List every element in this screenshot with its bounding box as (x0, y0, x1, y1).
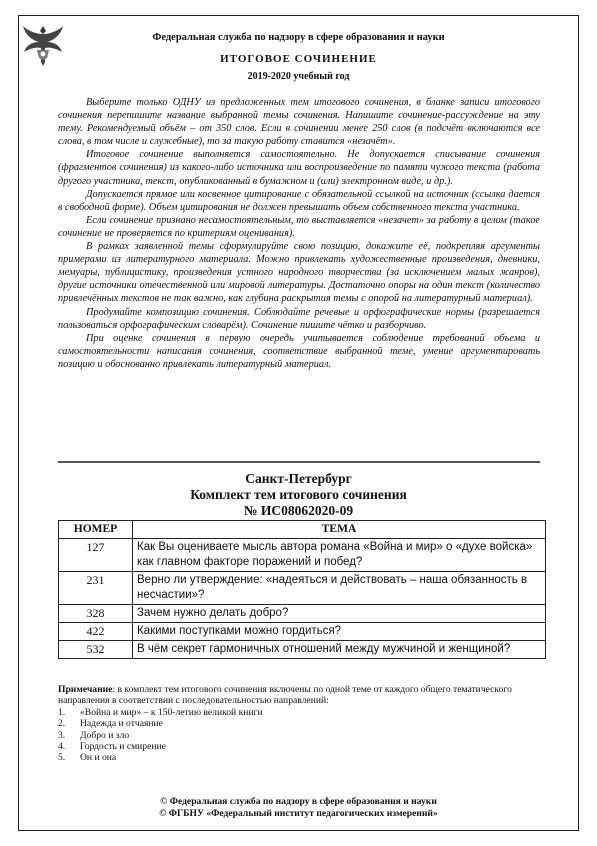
topic-number: 231 (59, 572, 133, 605)
city-heading: Санкт-Петербург (245, 471, 352, 486)
set-title: Комплект тем итогового сочинения (190, 487, 407, 502)
list-item-text: Добро и зло (80, 729, 130, 741)
topic-text: Какими поступками можно гордиться? (133, 623, 546, 641)
topic-number: 422 (59, 623, 133, 641)
list-item-text: «Война и мир» – к 150-летию великой книги (80, 706, 263, 718)
topic-text: В чём секрет гармоничных отношений между мужчиной и женщиной? (133, 641, 546, 659)
list-item-number: 3. (58, 729, 66, 741)
topic-text: Зачем нужно делать добро? (133, 605, 546, 623)
table-row (59, 539, 546, 572)
topic-text: Как Вы оцениваете мысль автора романа «Война и мир» о «духе войска» как главном факторе поражений и побед? (133, 539, 546, 572)
list-item-number: 5. (58, 752, 66, 764)
list-item-text: Он и она (80, 752, 117, 764)
divider (58, 461, 540, 463)
list-item-number: 1. (58, 706, 66, 718)
note-block (58, 684, 548, 764)
list-item (58, 752, 548, 763)
footer-copyright-1: © Федеральная служба по надзору в сфере образования и науки (160, 796, 437, 807)
organization-name: Федеральная служба по надзору в сфере образования и науки (152, 32, 445, 43)
topic-number: 328 (59, 605, 133, 623)
instruction-paragraph: Допускается прямое или косвенное цитирование с обязательной ссылкой на источник (ссылка дается в свободной форме). Объем цитирования не должен превышать объем собственного текста участника. (58, 188, 540, 213)
document-title: ИТОГОВОЕ СОЧИНЕНИЕ (220, 53, 377, 65)
table-row (59, 572, 546, 605)
topic-number: 127 (59, 539, 133, 572)
list-item (58, 741, 548, 752)
list-item (58, 707, 548, 718)
list-item (58, 718, 548, 729)
footer (0, 796, 597, 820)
table-header-row (59, 521, 546, 539)
list-item (58, 730, 548, 741)
list-item-text: Гордость и смирение (80, 741, 166, 753)
list-item-number: 2. (58, 718, 66, 730)
instruction-paragraph: Итоговое сочинение выполняется самостоятельно. Не допускается списывание сочинения (фрагментов сочинения) из какого-либо источника или воспроизведение по памяти чужого текста (работа другого участника, текст, опубликованный в бумажном и (или) электронном виде, и др.). (58, 149, 540, 187)
table-row (59, 641, 546, 659)
topics-table (58, 520, 546, 659)
footer-copyright-2: © ФГБНУ «Федеральный институт педагогических измерений» (159, 808, 438, 819)
list-item-text: Надежда и отчаяние (80, 718, 163, 730)
table-row (59, 623, 546, 641)
directions-list (58, 707, 548, 764)
list-item-number: 4. (58, 741, 66, 753)
note-lead: Примечание (58, 684, 113, 695)
school-year: 2019-2020 учебный год (247, 71, 350, 82)
instruction-paragraph: Продумайте композицию сочинения. Соблюдайте речевые и орфографические нормы (разрешается пользоваться орфографическим словарём). Сочинение пишите чётко и разборчиво. (58, 306, 540, 331)
instruction-paragraph: Если сочинение признано несамостоятельным, то выставляется «незачет» за работу в целом (такое сочинение не проверяется по критериям оценивания). (58, 214, 540, 239)
instructions (58, 96, 540, 371)
table-row (59, 605, 546, 623)
note-text: : в комплект тем итогового сочинения включены по одной теме от каждого общего тематического направления в соответствии с последовательностью направлений: (58, 684, 512, 707)
column-header-number: НОМЕР (59, 521, 133, 539)
note-intro (58, 684, 548, 707)
instruction-paragraph: При оценке сочинения в первую очередь учитывается соблюдение требований объема и самостоятельности написания сочинения, соответствие выбранной теме, умение аргументировать позицию и обоснованно привлекать литературный материал. (58, 332, 540, 370)
topic-text: Верно ли утверждение: «надеяться и действовать – наша обязанность в несчастии»? (133, 572, 546, 605)
set-number: № ИС08062020-09 (243, 503, 354, 518)
instruction-paragraph: Выберите только ОДНУ из предложенных тем итогового сочинения, в бланке записи итогового сочинения перепишите название выбранной темы сочинения. Напишите сочинение-рассуждение на эту тему. Рекомендуемый объём – от 350 слов. Если в сочинении менее 250 слов (в подсчёт включаются все слова, в том числе и служебные), то за такую работу ставится «незачёт». (58, 97, 540, 148)
topic-number: 532 (59, 641, 133, 659)
column-header-topic: ТЕМА (133, 521, 546, 539)
instruction-paragraph: В рамках заявленной темы сформулируйте свою позицию, докажите её, подкрепляя аргументы примерами из литературного материала. Можно привлекать художественные произведения, дневники, мемуары, публицистику, произведения устного народного творчества (за исключением малых жанров), другие источники отечественной или мировой литературы. Достаточно опоры на один текст (количество привлечённых текстов не так важно, как глубина раскрытия темы с опорой на литературный материал). (58, 241, 540, 305)
